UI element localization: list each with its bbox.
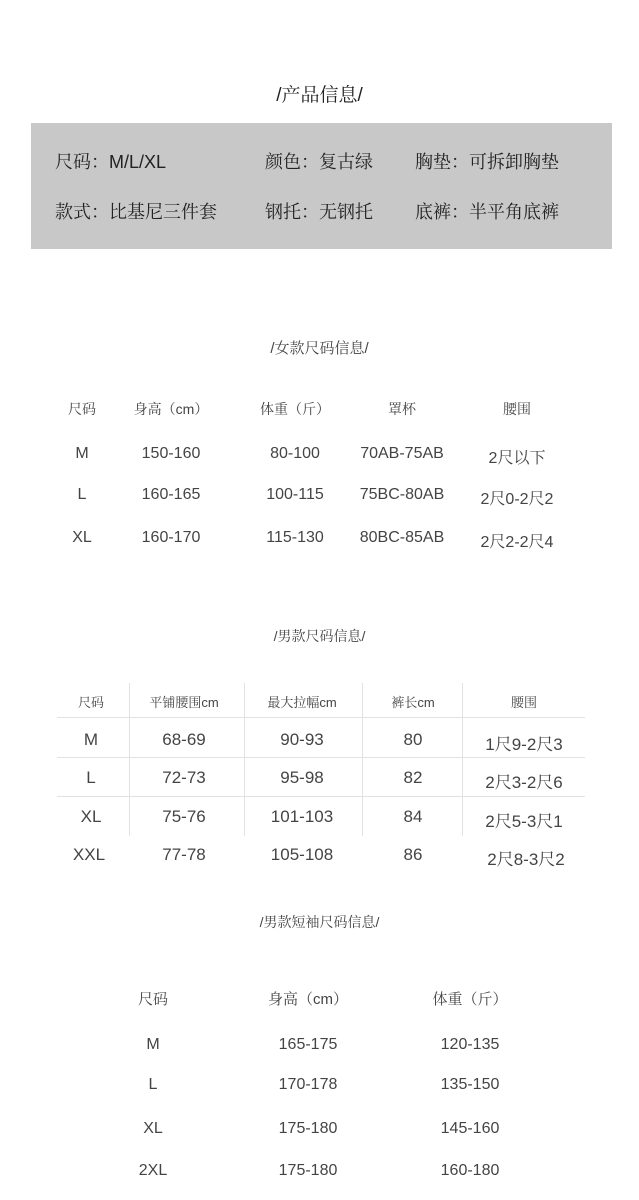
table-cell: 135-150 xyxy=(440,1076,500,1093)
table-cell: 160-170 xyxy=(141,529,201,546)
table-cell: 2尺8-3尺2 xyxy=(487,850,565,869)
table-cell: M xyxy=(146,1036,160,1053)
table-cell: 70AB-75AB xyxy=(360,445,444,462)
info-style: 款式：比基尼三件套 xyxy=(55,202,217,222)
table-header-cell: 裤长cm xyxy=(391,695,435,710)
table-cell: 2尺0-2尺2 xyxy=(480,491,554,508)
table-cell: 2尺2-2尺4 xyxy=(480,534,554,551)
table-cell: 165-175 xyxy=(278,1036,338,1053)
table-cell: 72-73 xyxy=(162,768,206,787)
info-bottom: 底裤：半平角底裤 xyxy=(415,202,559,222)
table-cell: 1尺9-2尺3 xyxy=(485,735,563,754)
table-header-cell: 体重（斤） xyxy=(260,401,330,417)
table-cell: 86 xyxy=(403,845,423,864)
table-cell: 80BC-85AB xyxy=(359,529,445,546)
table-header-cell: 身高（cm） xyxy=(268,991,348,1008)
col-divider xyxy=(129,683,130,836)
table-cell: 120-135 xyxy=(440,1036,500,1053)
table-header-cell: 尺码 xyxy=(77,695,105,710)
col-divider xyxy=(362,683,363,836)
table-cell: L xyxy=(148,1076,158,1093)
women-size-title: /女款尺码信息/ xyxy=(270,340,369,357)
men-shirt-size-title: /男款短袖尺码信息/ xyxy=(259,914,380,930)
table-header-cell: 体重（斤） xyxy=(432,991,508,1008)
table-header-cell: 罩杯 xyxy=(388,401,416,417)
men-size-title: /男款尺码信息/ xyxy=(273,628,366,644)
table-cell: 105-108 xyxy=(270,845,334,864)
table-header-cell: 尺码 xyxy=(68,401,96,417)
info-color: 颜色：复古绿 xyxy=(265,152,373,172)
table-cell: 75BC-80AB xyxy=(359,486,445,503)
row-divider xyxy=(57,796,585,797)
product-info-box xyxy=(31,123,612,249)
table-cell: 80 xyxy=(403,730,423,749)
table-header-cell: 身高（cm） xyxy=(133,401,209,417)
table-cell: 175-180 xyxy=(278,1162,338,1179)
table-header-cell: 腰围 xyxy=(503,401,531,417)
table-cell: 2尺3-2尺6 xyxy=(485,773,563,792)
table-cell: 82 xyxy=(403,768,423,787)
table-cell: 2尺5-3尺1 xyxy=(485,812,563,831)
table-cell: 95-98 xyxy=(280,768,324,787)
table-cell: XL xyxy=(80,807,102,826)
table-cell: M xyxy=(83,730,99,749)
table-cell: 90-93 xyxy=(280,730,324,749)
table-cell: 160-180 xyxy=(440,1162,500,1179)
table-cell: M xyxy=(75,445,89,462)
table-cell: 2XL xyxy=(138,1162,168,1179)
table-cell: 160-165 xyxy=(141,486,201,503)
table-cell: 150-160 xyxy=(141,445,201,462)
table-cell: 75-76 xyxy=(162,807,206,826)
table-cell: 170-178 xyxy=(278,1076,338,1093)
table-header-cell: 最大拉幅cm xyxy=(267,695,337,710)
row-divider xyxy=(57,717,585,718)
table-cell: 115-130 xyxy=(266,529,324,546)
col-divider xyxy=(244,683,245,836)
table-header-cell: 腰围 xyxy=(510,695,538,710)
table-cell: L xyxy=(77,486,87,503)
info-size: 尺码：M/L/XL xyxy=(55,152,167,172)
table-cell: 80-100 xyxy=(270,445,320,462)
table-cell: 101-103 xyxy=(270,807,334,826)
info-underwire: 钢托：无钢托 xyxy=(265,202,373,222)
row-divider xyxy=(57,757,585,758)
table-cell: XL xyxy=(72,529,92,546)
info-pad: 胸垫：可拆卸胸垫 xyxy=(415,152,559,172)
table-cell: XL xyxy=(143,1120,163,1137)
table-cell: 84 xyxy=(403,807,423,826)
table-cell: L xyxy=(86,768,96,787)
table-cell: 68-69 xyxy=(162,730,206,749)
table-header-cell: 尺码 xyxy=(137,991,169,1008)
table-cell: 175-180 xyxy=(278,1120,338,1137)
table-cell: 145-160 xyxy=(440,1120,500,1137)
table-header-cell: 平铺腰围cm xyxy=(149,695,219,710)
table-cell: XXL xyxy=(72,845,106,864)
product-info-title: /产品信息/ xyxy=(276,85,363,106)
col-divider xyxy=(462,683,463,836)
table-cell: 2尺以下 xyxy=(488,450,546,467)
table-cell: 100-115 xyxy=(266,486,324,503)
table-cell: 77-78 xyxy=(162,845,206,864)
